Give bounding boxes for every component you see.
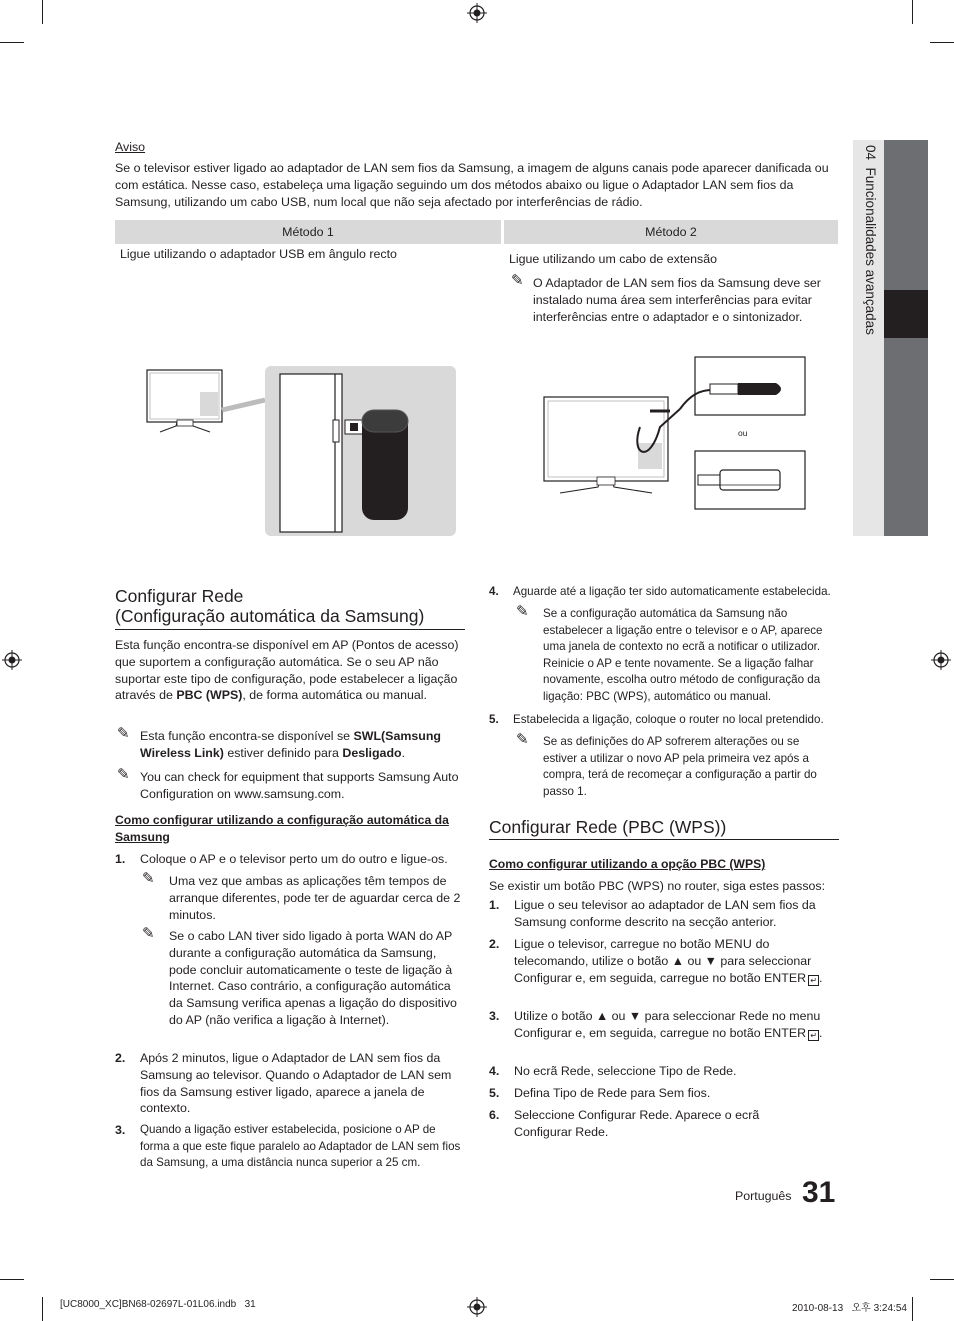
- note-icon: ✎: [142, 925, 155, 942]
- ou-label: ou: [738, 428, 748, 438]
- pbc-step4: No ecrã Rede, seleccione Tipo de Rede.: [514, 1064, 737, 1078]
- auto-intro: Esta função encontra-se disponível em AP (Pontos de acesso) que suportem a configuração automática. Se o seu AP não suportar este tipo de configuração, pode estabelecer a ligação através de PBC (WPS), de forma automática ou manual.: [115, 638, 459, 703]
- method2-text: Ligue utilizando um cabo de extensão: [509, 252, 718, 266]
- aviso-title: Aviso: [115, 140, 146, 154]
- chapter-tab-block: [884, 338, 928, 536]
- note-icon: ✎: [117, 766, 130, 783]
- step-number: 5.: [489, 1086, 500, 1100]
- step-number: 4.: [489, 585, 499, 598]
- aviso-text: Se o televisor estiver ligado ao adaptador de LAN sem fios da Samsung, a imagem de alguns canais pode aparecer danificada ou com estática. Nesse caso, estabeleça uma ligação seguindo um dos métodos abaixo ou ligue o Adaptador LAN sem fios da Samsung, utilizando um cabo USB, num local que não seja afectado por interferências de rádio.: [115, 161, 829, 209]
- auto-step4: Aguarde até a ligação ter sido automaticamente estabelecida.: [513, 585, 831, 598]
- crop-mark: [912, 1297, 913, 1321]
- step-number: 3.: [489, 1009, 500, 1023]
- heading-rule: [489, 839, 839, 840]
- crop-mark: [0, 42, 24, 43]
- print-timestamp: 2010-08-13 오후 3:24:54: [792, 1303, 907, 1314]
- file-info: [UC8000_XC]BN68-02697L-01L06.indb 31: [60, 1299, 256, 1310]
- method2-header: Método 2: [504, 220, 838, 244]
- auto-step5: Estabelecida a ligação, coloque o router no local pretendido.: [513, 713, 824, 726]
- registration-mark-icon: [467, 3, 487, 23]
- pbc-step5: Defina Tipo de Rede para Sem fios.: [514, 1086, 711, 1100]
- pbc-step1: Ligue o seu televisor ao adaptador de LAN sem fios da Samsung conforme descrito na secção anterior.: [514, 898, 816, 929]
- crop-mark: [930, 1279, 954, 1280]
- step-number: 6.: [489, 1108, 500, 1122]
- auto-step1-note1: Uma vez que ambas as aplicações têm tempos de arranque diferentes, pode ter de aguardar cerca de 2 minutos.: [169, 874, 461, 922]
- auto-step1: Coloque o AP e o televisor perto um do outro e ligue-os.: [140, 852, 448, 866]
- note-icon: ✎: [516, 603, 529, 620]
- auto-note1: Esta função encontra-se disponível se SWL(Samsung Wireless Link) estiver definido para Desligado.: [140, 729, 441, 760]
- registration-mark-icon: [931, 650, 951, 670]
- pbc-step3: Utilize o botão ▲ ou ▼ para seleccionar Rede no menu Configurar e, em seguida, carregue no botão ENTER ↵ .: [514, 1009, 823, 1040]
- auto-note2: You can check for equipment that supports Samsung Auto Configuration on www.samsung.com.: [140, 770, 459, 801]
- chapter-title: Funcionalidades avançadas: [863, 167, 878, 335]
- chapter-label: [858, 145, 880, 385]
- step-number: 1.: [115, 852, 126, 866]
- step-number: 3.: [115, 1123, 126, 1137]
- note-icon: ✎: [516, 731, 529, 748]
- method2-note: O Adaptador de LAN sem fios da Samsung deve ser instalado numa área sem interferências para evitar interferências entre o adaptador e o sintonizador.: [533, 276, 821, 324]
- chapter-tab-block: [884, 140, 928, 290]
- chapter-tab-active: [884, 290, 928, 338]
- step-number: 1.: [489, 898, 500, 912]
- heading-rule: [115, 629, 465, 630]
- pbc-intro: Se existir um botão PBC (WPS) no router, siga estes passos:: [489, 879, 826, 893]
- auto-step3: Quando a ligação estiver estabelecida, posicione o AP de forma a que este fique paralelo ao Adaptador de LAN sem fios da Samsung, a uma distância nunca superior a 25 cm.: [140, 1123, 461, 1170]
- step-number: 5.: [489, 713, 499, 726]
- method1-illustration: [140, 360, 460, 540]
- footer-language: Português: [735, 1189, 792, 1203]
- page-number: 31: [802, 1176, 836, 1209]
- crop-mark: [42, 1297, 43, 1321]
- step-number: 4.: [489, 1064, 500, 1078]
- auto-step2: Após 2 minutos, ligue o Adaptador de LAN sem fios da Samsung ao televisor. Quando o Adaptador de LAN sem fios da Samsung estiver ligado, aparece a janela de contexto.: [140, 1051, 452, 1116]
- pbc-section-heading: Configurar Rede (PBC (WPS)): [489, 817, 727, 837]
- note-icon: ✎: [117, 725, 130, 742]
- pbc-howto: Como configurar utilizando a opção PBC (WPS): [489, 857, 766, 871]
- pbc-step6: Seleccione Configurar Rede. Aparece o ecrã Configurar Rede.: [514, 1108, 760, 1139]
- crop-mark: [0, 1279, 24, 1280]
- auto-heading-line2: (Configuração automática da Samsung): [115, 606, 425, 626]
- note-icon: ✎: [511, 272, 524, 289]
- auto-section-heading: [115, 586, 465, 626]
- enter-icon: ↵: [808, 975, 819, 986]
- enter-icon: ↵: [808, 1030, 819, 1041]
- method1-text: Ligue utilizando o adaptador USB em ângulo recto: [120, 247, 397, 261]
- registration-mark-icon: [467, 1297, 487, 1317]
- note-icon: ✎: [142, 870, 155, 887]
- chapter-number: 04: [863, 145, 878, 161]
- crop-mark: [912, 0, 913, 24]
- step-number: 2.: [115, 1051, 126, 1065]
- auto-heading-line1: Configurar Rede: [115, 586, 244, 606]
- method2-illustration: [540, 355, 810, 515]
- registration-mark-icon: [2, 650, 22, 670]
- auto-step5-note: Se as definições do AP sofrerem alterações ou se estiver a utilizar o novo AP pela primeira vez após a compra, terá de recomeçar a configuração a partir do passo 1.: [543, 735, 817, 798]
- step-number: 2.: [489, 937, 500, 951]
- pbc-step2: Ligue o televisor, carregue no botão MENU do telecomando, utilize o botão ▲ ou ▼ para seleccionar Configurar e, em seguida, carregue no botão ENTER ↵ .: [514, 937, 823, 985]
- auto-step4-note: Se a configuração automática da Samsung não estabelecer a ligação entre o televisor e o AP, aparece uma janela de contexto no ecrã a notificar o utilizador. Reinicie o AP e tente novamente. Se a ligação falhar novamente, escolha outro método de configuração da ligação: PBC (WPS), automático ou manual.: [543, 607, 823, 703]
- auto-howto: Como configurar utilizando a configuração automática da Samsung: [115, 813, 449, 844]
- auto-step1-note2: Se o cabo LAN tiver sido ligado à porta WAN do AP durante a configuração automática da Samsung, pode concluir automaticamente o teste de ligação à Internet. Caso contrário, a configuração automática da Samsung verifica apenas a ligação do dispositivo do AP (não verifica a ligação à Internet).: [169, 929, 457, 1027]
- crop-mark: [42, 0, 43, 24]
- method1-header: Método 1: [115, 220, 501, 244]
- crop-mark: [930, 42, 954, 43]
